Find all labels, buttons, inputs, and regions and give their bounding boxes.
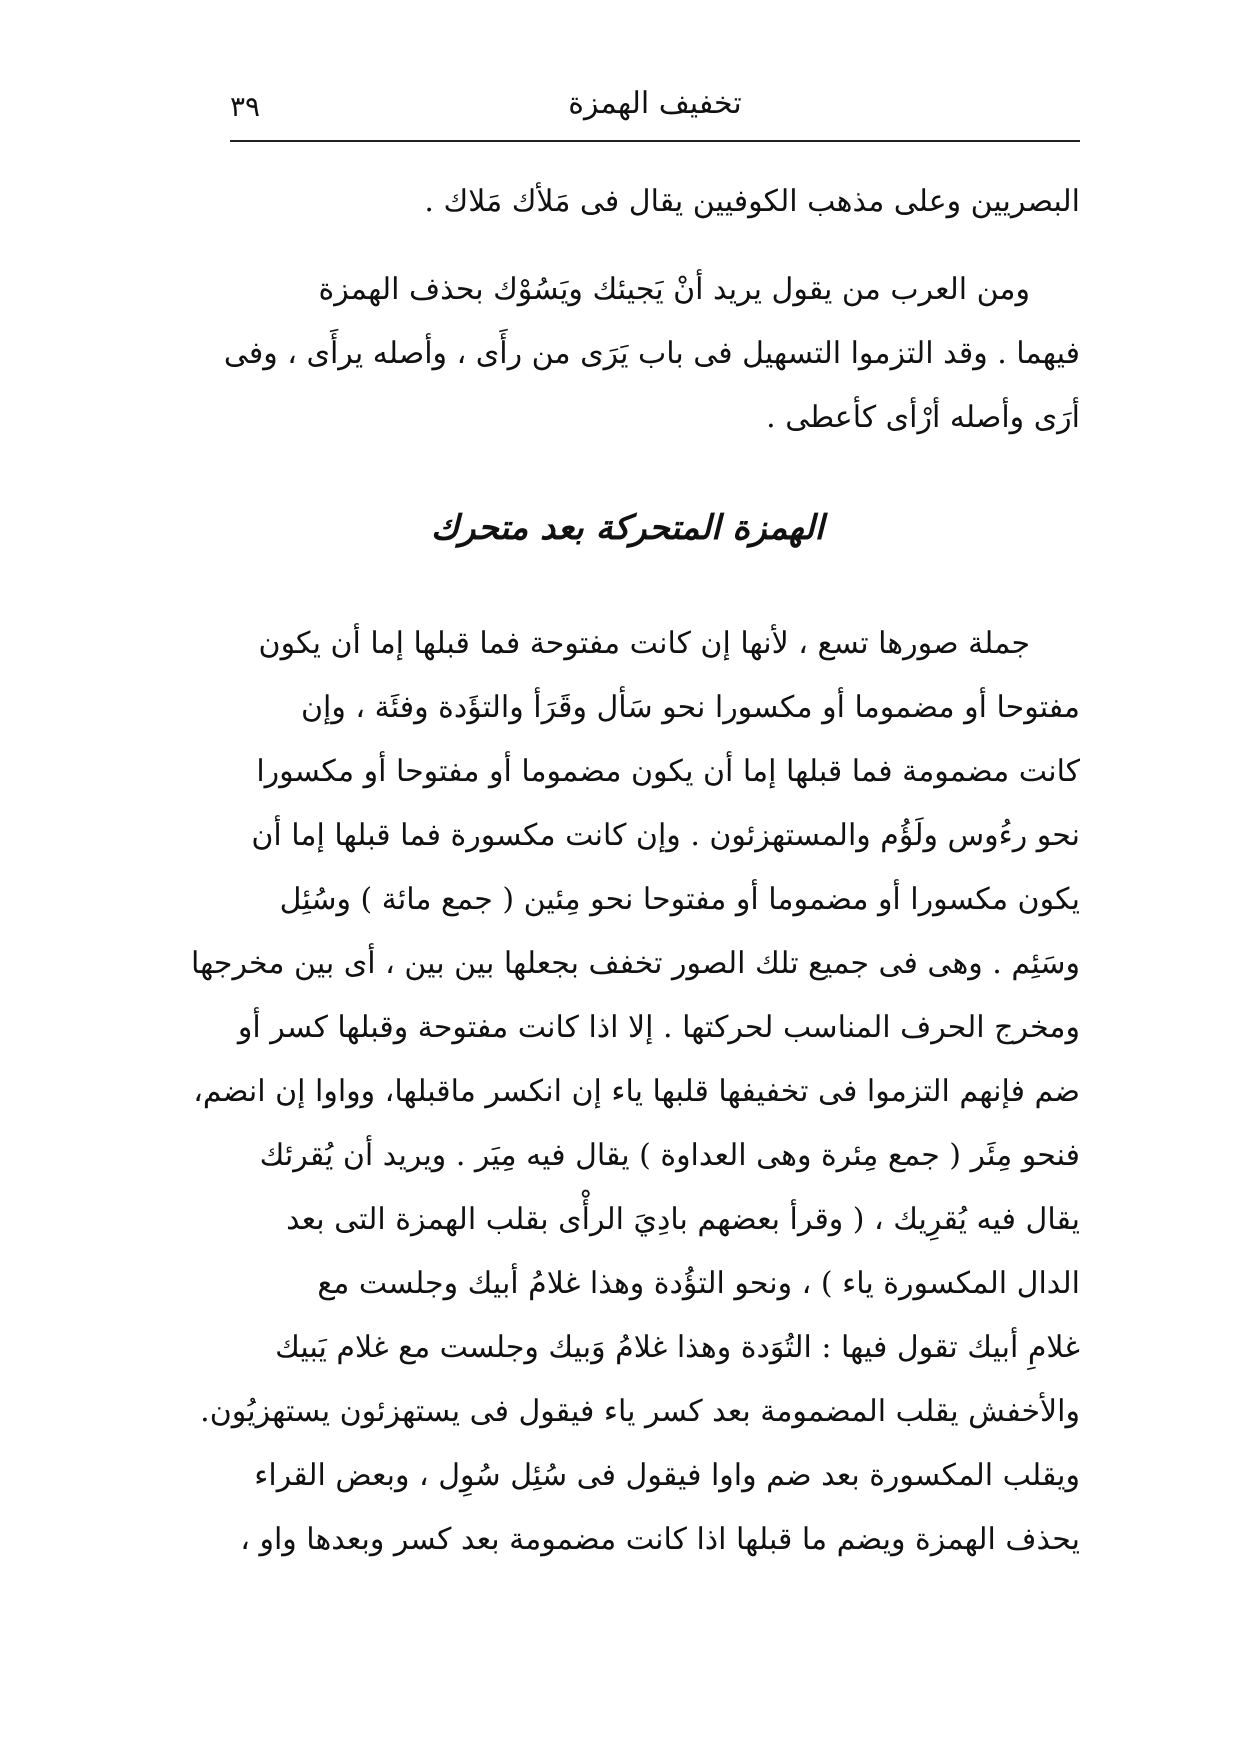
- text-line: الدال المكسورة ياء ) ، ونحو التؤُدة وهذا غلامُ أبيك وجلست مع: [317, 1266, 1080, 1301]
- section-heading: الهمزة المتحركة بعد متحرك: [431, 508, 824, 548]
- text-line: البصريين وعلى مذهب الكوفيين يقال فى مَلأك مَلاك .: [424, 184, 1080, 219]
- running-title: تخفيف الهمزة: [568, 86, 742, 121]
- text-line: ضم فإنهم التزموا فى تخفيفها قلبها ياء إن انكسر ماقبلها، وواوا إن انضم،: [193, 1074, 1080, 1109]
- text-line: ومن العرب من يقول يريد أنْ يَجيئك ويَسُوْك بحذف الهمزة: [318, 272, 1030, 307]
- paragraph-1: [175, 170, 1080, 234]
- text-line: فنحو مِئَر ( جمع مِئرة وهى العداوة ) يقال فيه مِيَر . ويريد أن يُقرئك: [259, 1138, 1080, 1173]
- paragraph-2: [175, 258, 1080, 450]
- text-line: ويقلب المكسورة بعد ضم واوا فيقول فى سُئِل سُوِل ، وبعض القراء: [254, 1458, 1080, 1493]
- header-divider: [230, 140, 1080, 142]
- page-header: [230, 86, 1080, 138]
- text-line: يحذف الهمزة ويضم ما قبلها اذا كانت مضمومة بعد كسر وبعدها واو ،: [240, 1522, 1080, 1557]
- text-line: فيهما . وقد التزموا التسهيل فى باب يَرَى من رأَى ، وأصله يرأَى ، وفى: [223, 336, 1080, 371]
- text-line: كانت مضمومة فما قبلها إما أن يكون مضموما أو مفتوحا أو مكسورا: [256, 754, 1080, 789]
- text-line: يقال فيه يُقرِيك ، ( وقرأ بعضهم بادِيَ الرأْى بقلب الهمزة التى بعد: [286, 1202, 1080, 1237]
- text-line: يكون مكسورا أو مضموما أو مفتوحا نحو مِئين ( جمع مائة ) وسُئِل: [279, 882, 1080, 917]
- text-line: غلامِ أبيك تقول فيها : التُوَدة وهذا غلامُ وَبيك وجلست مع غلام يَبيك: [275, 1330, 1080, 1365]
- text-line: نحو رءُوس ولَؤُم والمستهزئون . وإن كانت مكسورة فما قبلها إما أن: [251, 818, 1080, 853]
- page-number: ٣٩: [230, 90, 261, 123]
- section-paragraph: [175, 612, 1080, 1572]
- text-line: وسَئِم . وهى فى جميع تلك الصور تخفف بجعلها بين بين ، أى بين مخرجها: [190, 946, 1080, 981]
- text-line: ومخرج الحرف المناسب لحركتها . إلا اذا كانت مفتوحة وقبلها كسر أو: [237, 1010, 1080, 1045]
- text-line: أرَى وأصله أرْأى كأعطى .: [766, 400, 1080, 435]
- text-line: مفتوحا أو مضموما أو مكسورا نحو سَأل وقَرَأ والتؤَدة وفئَة ، وإن: [301, 690, 1080, 725]
- text-line: والأخفش يقلب المضمومة بعد كسر ياء فيقول فى يستهزئون يستهزيُون.: [200, 1394, 1080, 1429]
- text-line: جملة صورها تسع ، لأنها إن كانت مفتوحة فما قبلها إما أن يكون: [258, 626, 1030, 661]
